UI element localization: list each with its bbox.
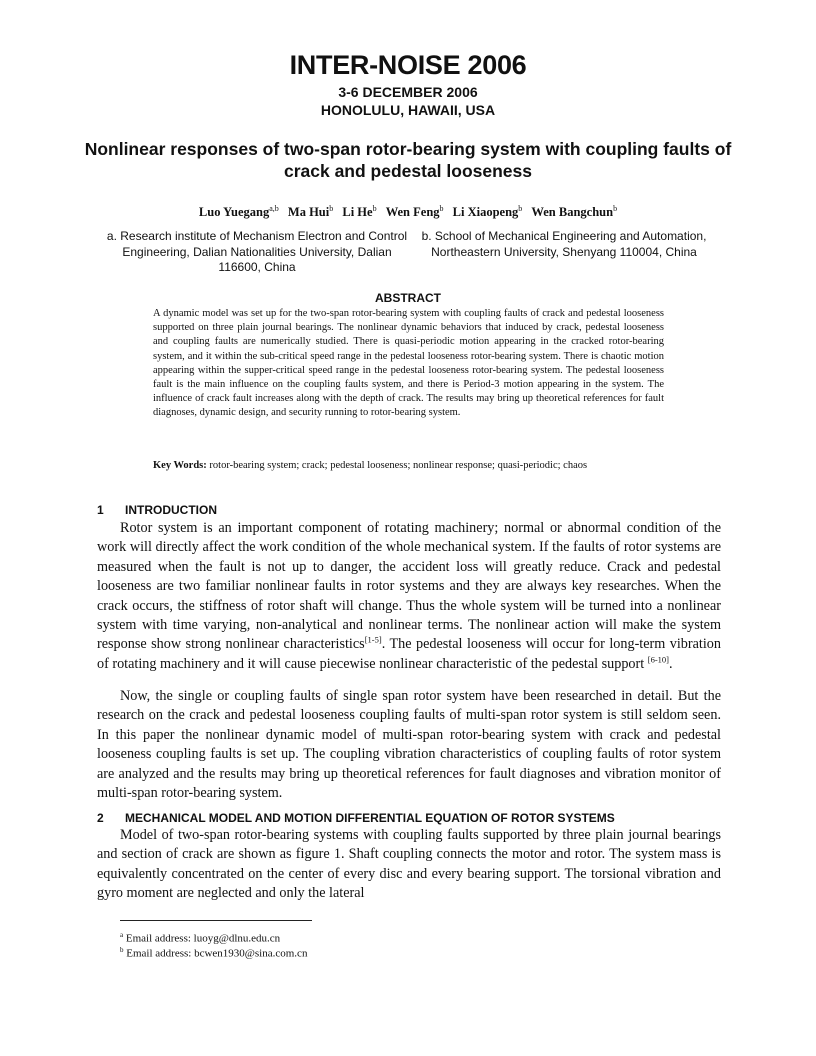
section-title: MECHANICAL MODEL AND MOTION DIFFERENTIAL EQUATION OF ROTOR SYSTEMS [125,811,615,825]
keywords-label: Key Words: [153,460,207,471]
paper-title: Nonlinear responses of two-span rotor-bearing system with coupling faults of crack and pedestal looseness [84,139,732,181]
paragraph: Rotor system is an important component of rotating machinery; normal or abnormal condition of the work will directly affect the work condition of the whole mechanical system. If the faults of rotor systems are measured when the fault is not up to danger, the accident loss will greatly reduce. Crack and pedestal looseness are two familiar nonlinear faults in rotor systems and they are always key researches. When the crack occurs, the stiffness of rotor shaft will change. Thus the whole system will be turned into a nonlinear system with time varying, non-analytical and nonlinear terms. The nonlinear action will make the system response show strong nonlinear characteristics[1-5]. The pedestal looseness will occur for long-term vibration of rotating machinery and it will cause piecewise nonlinear characteristic of the pedestal support [6-10]. [97,520,721,672]
paragraph: Model of two-span rotor-bearing systems with coupling faults supported by three plain journal bearings and section of crack are shown as figure 1. Shaft coupling connects the motor and rotor. The system mass is equivalently concentrated on the center of every disc and every bearing support. The torsional vibration and gyro moment are neglected and only the lateral [97,827,721,902]
footnote-a: $^a$ Email address: luoyg@dlnu.edu.cn [120,931,281,945]
footnote-b: $^b$ Email address: bcwen1930@sina.com.cn [120,946,308,960]
conference-location: HONOLULU, HAWAII, USA [320,102,496,118]
author-list [0,204,816,220]
affiliation-a: a. Research institute of Mechanism Electron and Control Engineering, Dalian Nationalities University, Dalian 116600, China [106,229,408,274]
author: Li Xiaopeng$^b$ [452,204,523,220]
citation: [1-5] [364,634,382,645]
author: Wen Bangchun$^b$ [531,204,618,220]
footnote-divider [120,920,312,921]
section-heading-mechanical-model [97,811,615,825]
citation: [6-10] [647,654,669,665]
section-number: 1 [97,503,104,517]
conference-date: 3-6 DECEMBER 2006 [338,84,478,100]
paragraph: Now, the single or coupling faults of single span rotor system have been researched in detail. But the research on the crack and pedestal looseness coupling faults of multi-span rotor system is still seldom seen. In this paper the nonlinear dynamic model of multi-span rotor-bearing system with crack and pedestal looseness coupling faults is set up. The coupling vibration characteristics of coupling faults of rotor system are analyzed and the results may bring up theoretical references for fault diagnoses and vibration monitor of multi-span rotor-bearing system. [97,688,721,802]
keywords-text: rotor-bearing system; crack; pedestal looseness; nonlinear response; quasi-periodic; chaos [209,460,588,471]
author: Li He$^b$ [342,204,377,220]
author: Wen Feng$^b$ [385,204,444,220]
affiliation-b: b. School of Mechanical Engineering and Automation, Northeastern University, Shenyang 110004, China [421,229,707,259]
keywords [153,459,664,473]
author: Luo Yuegang$^{a,b}$ [198,204,279,220]
abstract-text: A dynamic model was set up for the two-span rotor-bearing system with coupling faults of crack and pedestal looseness supported on three plain journal bearings. The nonlinear dynamic behaviors that induced by crack, pedestal looseness and coupling faults are numerically studied. There is quasi-periodic motion appearing in the cracked rotor-bearing system, and it within the sub-critical speed range in the pedestal looseness rotor-bearing system. There is chaotic motion appearing within the supper-critical speed range in the pedestal looseness rotor-bearing system. The pedestal looseness fault is the main influence on the coupling faults system, and there is Period-3 motion appearing in the system. The influence of crack fault increases along with the depth of crack. The results may bring up theoretical references for fault diagnoses, dynamic design, and security running to rotor-bearing system. [153,308,664,419]
author: Ma Hui$^b$ [287,204,334,220]
section-heading-introduction [97,503,217,517]
section-number: 2 [97,811,104,825]
conference-title: INTER-NOISE 2006 [289,50,527,80]
section-title: INTRODUCTION [125,503,217,517]
abstract-heading: ABSTRACT [375,291,441,305]
